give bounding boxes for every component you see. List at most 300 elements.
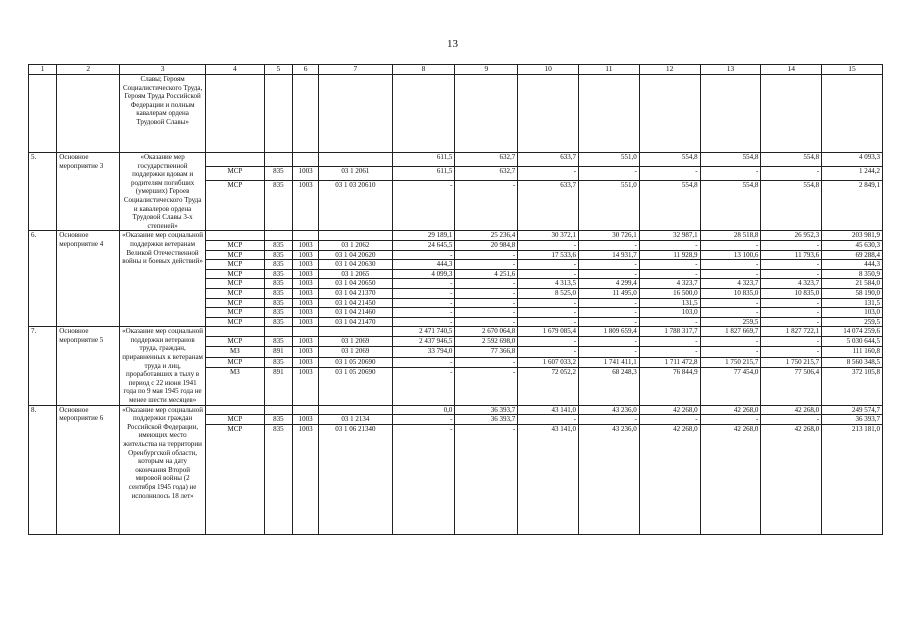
amount: 8 560 348,5 — [822, 357, 883, 367]
amount: - — [761, 308, 822, 318]
target-article: 03 1 03 20610 — [319, 181, 392, 231]
event-description: «Оказание мер социальной поддержки ветеранам Великой Отечественной войны и боевых действий» — [120, 231, 206, 327]
executor: МЗ — [206, 367, 265, 405]
target-article — [319, 231, 392, 241]
executor — [206, 405, 265, 415]
amount: 42 268,0 — [639, 405, 700, 415]
amount: 43 141,0 — [518, 424, 579, 534]
target-article: 03 1 2062 — [319, 240, 392, 250]
executor: МСР — [206, 317, 265, 327]
section-code: 1003 — [293, 317, 319, 327]
column-number: 5 — [264, 65, 292, 75]
amount: 554,8 — [761, 181, 822, 231]
amount: 554,8 — [761, 153, 822, 167]
amount: - — [579, 347, 640, 357]
empty-cell — [206, 75, 265, 153]
executor: МСР — [206, 298, 265, 308]
amount: - — [392, 250, 455, 260]
grbs-code: 835 — [264, 240, 292, 250]
amount: - — [761, 337, 822, 347]
amount: 1 741 411,1 — [579, 357, 640, 367]
amount: 11 928,9 — [639, 250, 700, 260]
empty-cell — [455, 75, 518, 153]
amount: 103,0 — [639, 308, 700, 318]
amount: 131,5 — [822, 298, 883, 308]
amount: 10 835,0 — [700, 288, 761, 298]
amount: 8 525,0 — [518, 288, 579, 298]
amount: 2 437 946,5 — [392, 337, 455, 347]
column-number: 13 — [700, 65, 761, 75]
target-article: 03 1 06 21340 — [319, 424, 392, 534]
amount: 259,5 — [700, 317, 761, 327]
amount: 33 794,0 — [392, 347, 455, 357]
amount: - — [761, 167, 822, 181]
amount: 611,5 — [392, 167, 455, 181]
amount: 1 750 215,7 — [700, 357, 761, 367]
row-number: 7. — [29, 327, 57, 405]
empty-cell — [518, 75, 579, 153]
grbs-code: 835 — [264, 288, 292, 298]
target-article — [319, 153, 392, 167]
amount: 42 268,0 — [761, 405, 822, 415]
amount: - — [700, 337, 761, 347]
amount: 77 366,8 — [455, 347, 518, 357]
amount: - — [579, 167, 640, 181]
amount: - — [700, 415, 761, 425]
amount: 131,5 — [639, 298, 700, 308]
grbs-code: 835 — [264, 298, 292, 308]
grbs-code: 835 — [264, 317, 292, 327]
amount: 76 844,9 — [639, 367, 700, 405]
amount: 42 268,0 — [700, 405, 761, 415]
amount: - — [455, 279, 518, 289]
amount: 633,7 — [518, 181, 579, 231]
amount: 632,7 — [455, 167, 518, 181]
amount: 4 313,5 — [518, 279, 579, 289]
amount: 554,8 — [639, 153, 700, 167]
grbs-code: 835 — [264, 167, 292, 181]
target-article: 03 1 2061 — [319, 167, 392, 181]
event-name: Основное мероприятие 6 — [57, 405, 120, 534]
amount: 4 093,3 — [822, 153, 883, 167]
amount: 36 393,7 — [455, 415, 518, 425]
target-article: 03 1 05 20690 — [319, 357, 392, 367]
amount: 372 105,8 — [822, 367, 883, 405]
amount: - — [392, 317, 455, 327]
executor: МЗ — [206, 347, 265, 357]
amount: 632,7 — [455, 153, 518, 167]
amount: - — [761, 260, 822, 270]
grbs-code — [264, 405, 292, 415]
amount: - — [392, 367, 455, 405]
amount: - — [518, 415, 579, 425]
amount: 26 952,3 — [761, 231, 822, 241]
column-number: 12 — [639, 65, 700, 75]
amount: 45 630,3 — [822, 240, 883, 250]
continuation-description: Славы; Героям Социалистического Труда, Героям Труда Российской Федерации и полным кавалерам ордена Трудовой Славы» — [120, 75, 206, 153]
amount: 2 471 740,5 — [392, 327, 455, 337]
section-code: 1003 — [293, 181, 319, 231]
table-row — [29, 153, 883, 167]
grbs-code: 835 — [264, 279, 292, 289]
section-code: 1003 — [293, 347, 319, 357]
column-number: 9 — [455, 65, 518, 75]
amount: 32 987,1 — [639, 231, 700, 241]
amount: - — [639, 317, 700, 327]
amount: 30 372,1 — [518, 231, 579, 241]
amount: - — [579, 298, 640, 308]
amount: 14 074 259,6 — [822, 327, 883, 337]
amount: - — [392, 298, 455, 308]
amount: - — [518, 240, 579, 250]
amount: - — [761, 347, 822, 357]
empty-cell — [319, 75, 392, 153]
amount: 1 711 472,8 — [639, 357, 700, 367]
amount: - — [700, 260, 761, 270]
amount: - — [761, 298, 822, 308]
amount: - — [518, 337, 579, 347]
amount: 11 793,6 — [761, 250, 822, 260]
executor — [206, 153, 265, 167]
column-number: 6 — [293, 65, 319, 75]
grbs-code: 835 — [264, 308, 292, 318]
executor: МСР — [206, 424, 265, 534]
section-code — [293, 405, 319, 415]
column-number: 3 — [120, 65, 206, 75]
page-number: 13 — [447, 38, 458, 50]
grbs-code: 835 — [264, 415, 292, 425]
column-number: 11 — [579, 65, 640, 75]
budget-table — [28, 64, 883, 535]
continuation-row — [29, 75, 883, 153]
executor: МСР — [206, 337, 265, 347]
amount: - — [761, 415, 822, 425]
amount: - — [455, 260, 518, 270]
section-code: 1003 — [293, 279, 319, 289]
amount: - — [455, 298, 518, 308]
event-name: Основное мероприятие 3 — [57, 153, 120, 231]
empty-cell — [639, 75, 700, 153]
amount: 24 645,5 — [392, 240, 455, 250]
amount: - — [392, 357, 455, 367]
empty-cell — [29, 75, 57, 153]
amount: 43 236,0 — [579, 405, 640, 415]
section-code: 1003 — [293, 288, 319, 298]
section-code: 1003 — [293, 337, 319, 347]
amount: 1 788 317,7 — [639, 327, 700, 337]
event-name: Основное мероприятие 5 — [57, 327, 120, 405]
amount: - — [579, 269, 640, 279]
amount: - — [639, 415, 700, 425]
table-row — [29, 231, 883, 241]
executor — [206, 231, 265, 241]
amount: 2 670 064,8 — [455, 327, 518, 337]
amount: - — [455, 317, 518, 327]
grbs-code — [264, 231, 292, 241]
amount: - — [455, 357, 518, 367]
section-code: 1003 — [293, 250, 319, 260]
amount: - — [700, 269, 761, 279]
amount: 72 052,2 — [518, 367, 579, 405]
section-code: 1003 — [293, 415, 319, 425]
amount: - — [639, 337, 700, 347]
amount: - — [700, 308, 761, 318]
amount: 2 849,1 — [822, 181, 883, 231]
amount: 551,0 — [579, 181, 640, 231]
amount: 29 189,1 — [392, 231, 455, 241]
amount: 10 835,0 — [761, 288, 822, 298]
grbs-code: 835 — [264, 269, 292, 279]
event-description: «Оказание мер государственной поддержки вдовам и родителям погибших (умерших) Героев Социалистического Труда и кавалеров ордена Трудовой Славы 3-х степеней» — [120, 153, 206, 231]
amount: 4 099,3 — [392, 269, 455, 279]
empty-cell — [392, 75, 455, 153]
target-article: 03 1 2069 — [319, 337, 392, 347]
amount: 551,0 — [579, 153, 640, 167]
amount: 42 268,0 — [639, 424, 700, 534]
section-code — [293, 327, 319, 337]
amount: 444,3 — [392, 260, 455, 270]
event-description: «Оказание мер социальной поддержки ветеранов труда, граждан, приравненных к ветеранам труда и лиц, проработавших в тылу в период с 22 июня 1941 года по 9 мая 1945 года не менее шести месяцев» — [120, 327, 206, 405]
grbs-code: 835 — [264, 260, 292, 270]
amount: 30 726,1 — [579, 231, 640, 241]
grbs-code: 835 — [264, 181, 292, 231]
grbs-code: 835 — [264, 357, 292, 367]
section-code: 1003 — [293, 357, 319, 367]
amount: 4 323,7 — [761, 279, 822, 289]
target-article: 03 1 04 21470 — [319, 317, 392, 327]
amount: 1 827 722,1 — [761, 327, 822, 337]
amount: 1 827 669,7 — [700, 327, 761, 337]
amount: 633,7 — [518, 153, 579, 167]
amount: - — [639, 269, 700, 279]
empty-cell — [822, 75, 883, 153]
amount: - — [518, 347, 579, 357]
grbs-code — [264, 327, 292, 337]
amount: 4 299,4 — [579, 279, 640, 289]
amount: 554,8 — [639, 181, 700, 231]
grbs-code — [264, 153, 292, 167]
amount: 25 236,4 — [455, 231, 518, 241]
amount: 68 248,3 — [579, 367, 640, 405]
amount: 554,8 — [700, 181, 761, 231]
amount: - — [518, 298, 579, 308]
amount: 16 500,0 — [639, 288, 700, 298]
target-article: 03 1 2134 — [319, 415, 392, 425]
column-number: 4 — [206, 65, 265, 75]
amount: - — [579, 240, 640, 250]
amount: 4 323,7 — [639, 279, 700, 289]
section-code: 1003 — [293, 367, 319, 405]
amount: 58 190,0 — [822, 288, 883, 298]
amount: - — [700, 240, 761, 250]
table-row — [29, 405, 883, 415]
target-article: 03 1 04 21450 — [319, 298, 392, 308]
amount: 1 244,2 — [822, 167, 883, 181]
amount: 249 574,7 — [822, 405, 883, 415]
amount: 42 268,0 — [761, 424, 822, 534]
amount: 444,3 — [822, 260, 883, 270]
section-code: 1003 — [293, 269, 319, 279]
amount: 20 984,8 — [455, 240, 518, 250]
section-code: 1003 — [293, 260, 319, 270]
section-code — [293, 231, 319, 241]
amount: 11 495,0 — [579, 288, 640, 298]
target-article: 03 1 05 20690 — [319, 367, 392, 405]
amount: - — [455, 288, 518, 298]
amount: - — [455, 250, 518, 260]
column-number: 1 — [29, 65, 57, 75]
empty-cell — [264, 75, 292, 153]
target-article — [319, 327, 392, 337]
target-article: 03 1 2069 — [319, 347, 392, 357]
amount: - — [455, 367, 518, 405]
grbs-code: 891 — [264, 347, 292, 357]
amount: - — [455, 308, 518, 318]
grbs-code: 891 — [264, 367, 292, 405]
amount: 203 981,9 — [822, 231, 883, 241]
amount: 1 750 215,7 — [761, 357, 822, 367]
amount: 21 584,0 — [822, 279, 883, 289]
executor: МСР — [206, 167, 265, 181]
amount: 13 100,6 — [700, 250, 761, 260]
amount: 611,5 — [392, 153, 455, 167]
amount: - — [518, 308, 579, 318]
amount: - — [579, 260, 640, 270]
amount: - — [639, 347, 700, 357]
executor: МСР — [206, 357, 265, 367]
target-article: 03 1 04 21370 — [319, 288, 392, 298]
amount: 4 323,7 — [700, 279, 761, 289]
target-article: 03 1 04 20630 — [319, 260, 392, 270]
amount: 111 160,8 — [822, 347, 883, 357]
grbs-code: 835 — [264, 424, 292, 534]
amount: - — [518, 260, 579, 270]
row-number: 5. — [29, 153, 57, 231]
executor: МСР — [206, 260, 265, 270]
empty-cell — [57, 75, 120, 153]
column-number: 7 — [319, 65, 392, 75]
amount: 69 288,4 — [822, 250, 883, 260]
table-row — [29, 327, 883, 337]
target-article: 03 1 04 20650 — [319, 279, 392, 289]
section-code — [293, 153, 319, 167]
empty-cell — [761, 75, 822, 153]
amount: - — [392, 288, 455, 298]
target-article: 03 1 04 20620 — [319, 250, 392, 260]
section-code: 1003 — [293, 167, 319, 181]
executor: МСР — [206, 279, 265, 289]
amount: 8 350,9 — [822, 269, 883, 279]
section-code: 1003 — [293, 424, 319, 534]
amount: - — [639, 167, 700, 181]
amount: 0,0 — [392, 405, 455, 415]
amount: 36 393,7 — [455, 405, 518, 415]
amount: 36 393,7 — [822, 415, 883, 425]
executor: МСР — [206, 415, 265, 425]
amount: 43 141,0 — [518, 405, 579, 415]
amount: - — [579, 337, 640, 347]
row-number: 6. — [29, 231, 57, 327]
amount: - — [700, 298, 761, 308]
column-number: 15 — [822, 65, 883, 75]
amount: 1 679 085,4 — [518, 327, 579, 337]
amount: - — [761, 269, 822, 279]
amount: - — [392, 279, 455, 289]
amount: 77 506,4 — [761, 367, 822, 405]
executor: МСР — [206, 250, 265, 260]
amount: 1 809 659,4 — [579, 327, 640, 337]
amount: 554,8 — [700, 153, 761, 167]
amount: 42 268,0 — [700, 424, 761, 534]
amount: 103,0 — [822, 308, 883, 318]
amount: - — [579, 308, 640, 318]
amount: 4 251,6 — [455, 269, 518, 279]
empty-cell — [293, 75, 319, 153]
amount: - — [518, 167, 579, 181]
column-number: 8 — [392, 65, 455, 75]
amount: - — [455, 181, 518, 231]
amount: 43 236,0 — [579, 424, 640, 534]
amount: - — [579, 415, 640, 425]
executor: МСР — [206, 269, 265, 279]
header-row — [29, 65, 883, 75]
target-article: 03 1 2065 — [319, 269, 392, 279]
amount: 28 518,8 — [700, 231, 761, 241]
amount: - — [392, 415, 455, 425]
amount: - — [392, 424, 455, 534]
row-number: 8. — [29, 405, 57, 534]
section-code: 1003 — [293, 240, 319, 250]
amount: 17 533,6 — [518, 250, 579, 260]
amount: - — [392, 181, 455, 231]
column-number: 10 — [518, 65, 579, 75]
amount: 14 931,7 — [579, 250, 640, 260]
amount: - — [700, 347, 761, 357]
amount: - — [639, 240, 700, 250]
executor: МСР — [206, 308, 265, 318]
amount: - — [761, 240, 822, 250]
event-name: Основное мероприятие 4 — [57, 231, 120, 327]
section-code: 1003 — [293, 308, 319, 318]
empty-cell — [700, 75, 761, 153]
empty-cell — [579, 75, 640, 153]
executor: МСР — [206, 240, 265, 250]
amount: - — [518, 317, 579, 327]
section-code: 1003 — [293, 298, 319, 308]
executor: МСР — [206, 288, 265, 298]
amount: 2 592 698,0 — [455, 337, 518, 347]
amount: - — [518, 269, 579, 279]
executor: МСР — [206, 181, 265, 231]
amount: - — [579, 317, 640, 327]
amount: - — [639, 260, 700, 270]
amount: - — [761, 317, 822, 327]
column-number: 2 — [57, 65, 120, 75]
amount: 213 181,0 — [822, 424, 883, 534]
amount: - — [392, 308, 455, 318]
amount: 5 030 644,5 — [822, 337, 883, 347]
target-article: 03 1 04 21460 — [319, 308, 392, 318]
grbs-code: 835 — [264, 250, 292, 260]
amount: - — [455, 424, 518, 534]
column-number: 14 — [761, 65, 822, 75]
amount: 1 607 033,2 — [518, 357, 579, 367]
amount: 77 454,0 — [700, 367, 761, 405]
amount: 259,5 — [822, 317, 883, 327]
target-article — [319, 405, 392, 415]
amount: - — [700, 167, 761, 181]
executor — [206, 327, 265, 337]
